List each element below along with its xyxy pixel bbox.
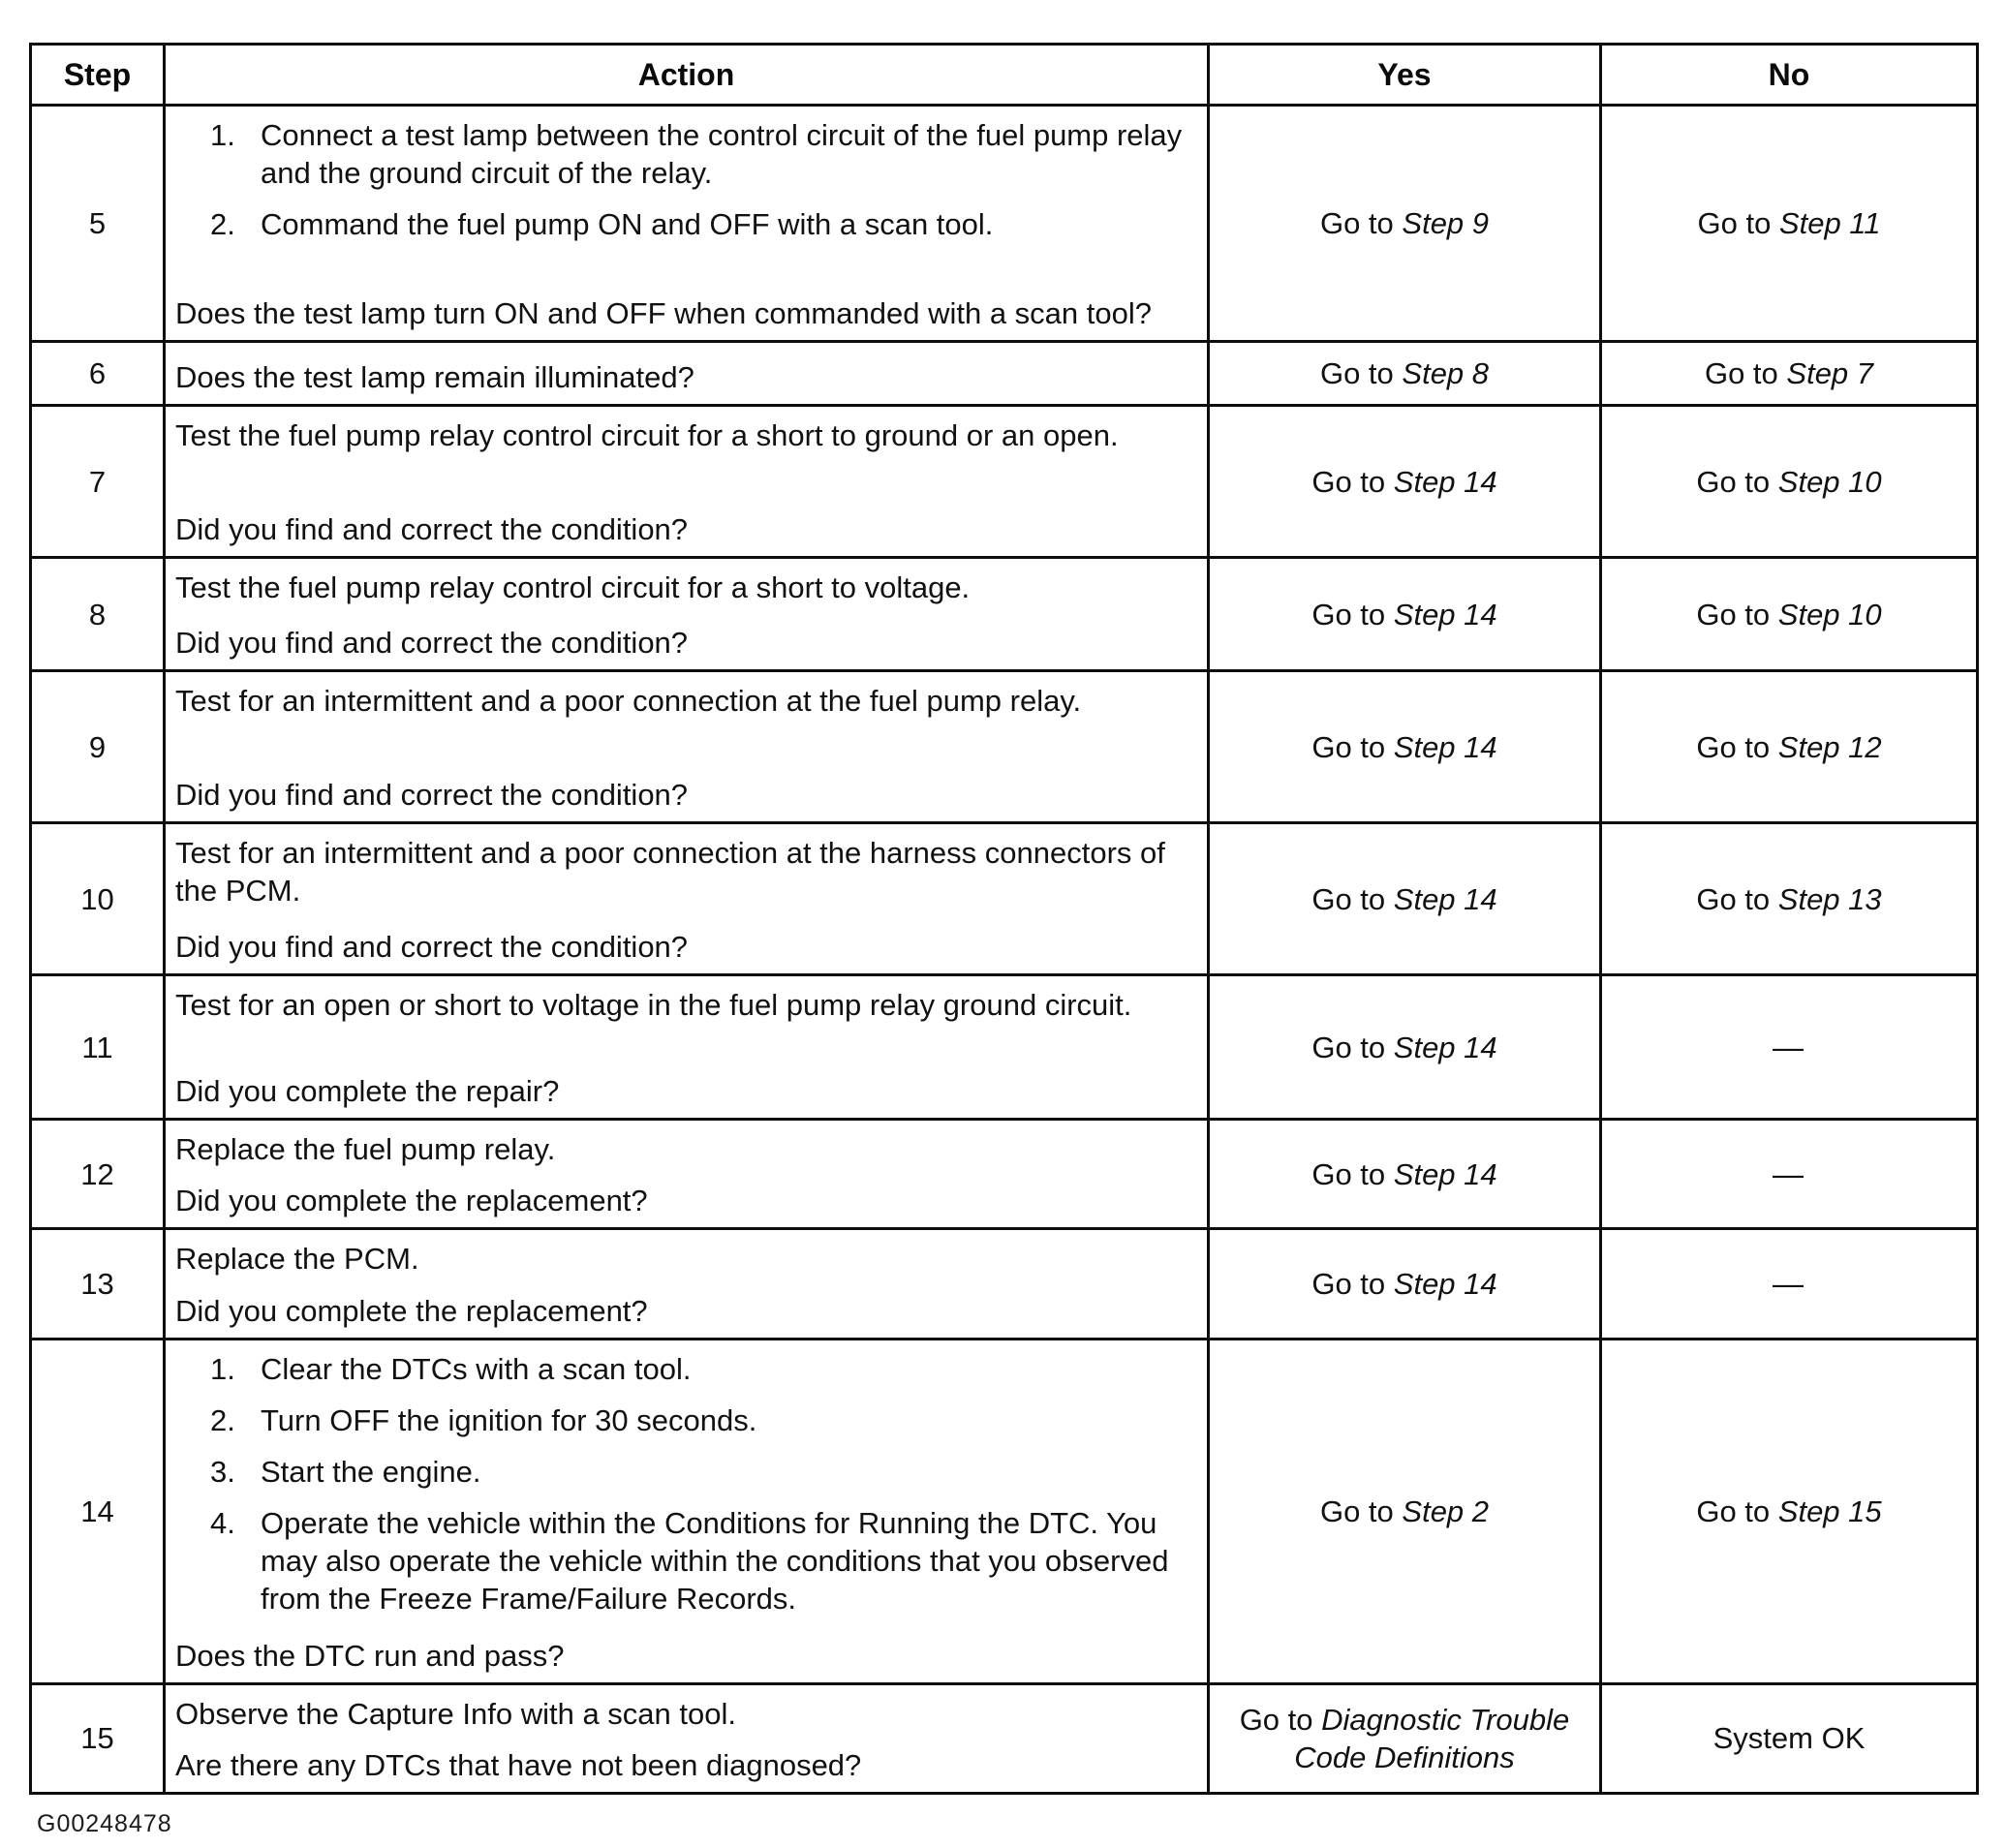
goto-prefix: Go to — [1311, 1156, 1394, 1191]
goto-target: Step 8 — [1402, 356, 1490, 391]
list-text: Start the engine. — [261, 1454, 481, 1489]
list-text: Command the fuel pump ON and OFF with a scan tool. — [261, 207, 994, 242]
goto-prefix: Go to — [1704, 356, 1787, 391]
step-number: 11 — [31, 975, 165, 1120]
no-value — [1619, 463, 1959, 501]
yes-cell — [1209, 1229, 1601, 1339]
goto-prefix: Go to — [1311, 597, 1394, 631]
goto-prefix: Go to — [1319, 1494, 1403, 1528]
action-cell — [165, 671, 1209, 823]
step-number: 8 — [31, 558, 165, 671]
list-text: Connect a test lamp between the control circuit of the fuel pump relay and the ground circuit of the relay. — [261, 118, 1183, 191]
table-row — [31, 671, 1978, 823]
no-cell — [1601, 558, 1978, 671]
action-list-item — [210, 1504, 1197, 1617]
action-text: Test for an open or short to voltage in the fuel pump relay ground circuit. — [175, 988, 1132, 1023]
table-row — [31, 1120, 1978, 1229]
no-cell — [1601, 1120, 1978, 1229]
yes-value — [1234, 1265, 1575, 1303]
action-text: Replace the PCM. — [175, 1242, 419, 1277]
no-value — [1619, 596, 1959, 633]
no-cell — [1601, 342, 1978, 406]
table-row — [31, 342, 1978, 406]
action-question: Does the test lamp remain illuminated? — [175, 360, 694, 395]
header-yes: Yes — [1209, 45, 1601, 106]
list-number: 1. — [210, 118, 235, 153]
no-cell — [1601, 1339, 1978, 1683]
action-question: Did you find and correct the condition? — [175, 626, 689, 661]
action-list-item — [210, 1350, 1197, 1388]
yes-cell — [1209, 106, 1601, 342]
action-text: Test for an intermittent and a poor connection at the harness connectors of the PCM. — [175, 836, 1165, 909]
no-value — [1619, 1264, 1959, 1303]
no-value — [1619, 1493, 1959, 1530]
table-row — [31, 1683, 1978, 1793]
no-value — [1619, 1719, 1959, 1757]
goto-target: Step 15 — [1777, 1494, 1882, 1528]
yes-cell — [1209, 1339, 1601, 1683]
action-cell — [165, 558, 1209, 671]
action-question: Does the test lamp turn ON and OFF when commanded with a scan tool? — [175, 296, 1152, 331]
action-list-item — [210, 1453, 1197, 1491]
goto-target: Step 14 — [1393, 1030, 1497, 1064]
goto-target: Step 12 — [1777, 729, 1882, 764]
yes-cell — [1209, 1120, 1601, 1229]
action-list-item — [210, 205, 1197, 243]
goto-prefix: Go to — [1696, 1494, 1778, 1528]
header-no: No — [1601, 45, 1978, 106]
action-cell — [165, 1229, 1209, 1339]
header-row — [31, 45, 1978, 106]
goto-target: Step 14 — [1393, 597, 1497, 631]
table-row — [31, 1339, 1978, 1683]
figure-id: G00248478 — [37, 1809, 172, 1837]
yes-cell — [1209, 406, 1601, 558]
action-list-item — [210, 116, 1197, 192]
list-number: 2. — [210, 1402, 235, 1437]
action-cell — [165, 342, 1209, 406]
list-number: 1. — [210, 1351, 235, 1386]
step-number: 7 — [31, 406, 165, 558]
no-action-dash: — — [1773, 1156, 1805, 1192]
yes-cell — [1209, 1683, 1601, 1793]
action-cell — [165, 1683, 1209, 1793]
yes-value — [1234, 1155, 1575, 1193]
action-cell — [165, 1120, 1209, 1229]
action-text: Test for an intermittent and a poor connection at the fuel pump relay. — [175, 684, 1082, 719]
header-action: Action — [165, 45, 1209, 106]
step-number: 15 — [31, 1683, 165, 1793]
table-row — [31, 558, 1978, 671]
step-number: 12 — [31, 1120, 165, 1229]
yes-cell — [1209, 342, 1601, 406]
yes-value — [1234, 728, 1575, 766]
goto-prefix: Go to — [1239, 1702, 1322, 1737]
goto-prefix: Go to — [1311, 1266, 1394, 1301]
goto-prefix: Go to — [1696, 597, 1778, 631]
list-text: Turn OFF the ignition for 30 seconds. — [261, 1402, 757, 1437]
yes-value — [1234, 596, 1575, 633]
no-cell — [1601, 823, 1978, 975]
step-number: 6 — [31, 342, 165, 406]
goto-prefix: Go to — [1311, 729, 1394, 764]
no-action-dash: — — [1773, 1266, 1805, 1302]
no-cell — [1601, 975, 1978, 1120]
no-value — [1619, 728, 1959, 766]
action-cell — [165, 975, 1209, 1120]
no-cell — [1601, 671, 1978, 823]
table-row — [31, 975, 1978, 1120]
goto-target: Step 10 — [1777, 464, 1882, 499]
table-row — [31, 1229, 1978, 1339]
action-cell — [165, 406, 1209, 558]
table-body — [31, 106, 1978, 1794]
goto-prefix: Go to — [1696, 464, 1778, 499]
yes-cell — [1209, 975, 1601, 1120]
table-row — [31, 823, 1978, 975]
action-text: Observe the Capture Info with a scan tool. — [175, 1696, 736, 1731]
action-cell — [165, 1339, 1209, 1683]
action-text: Replace the fuel pump relay. — [175, 1132, 556, 1167]
no-value — [1619, 1028, 1959, 1066]
step-number: 10 — [31, 823, 165, 975]
goto-prefix: Go to — [1696, 729, 1778, 764]
list-number: 2. — [210, 207, 235, 242]
no-cell — [1601, 1229, 1978, 1339]
goto-target: Step 13 — [1777, 881, 1882, 916]
table-row — [31, 106, 1978, 342]
goto-target: Step 10 — [1777, 597, 1882, 631]
yes-value — [1234, 354, 1575, 392]
step-number: 5 — [31, 106, 165, 342]
goto-prefix: Go to — [1696, 881, 1778, 916]
goto-target: Step 14 — [1393, 1266, 1497, 1301]
yes-cell — [1209, 671, 1601, 823]
action-question: Did you find and correct the condition? — [175, 930, 689, 965]
goto-prefix: Go to — [1311, 881, 1394, 916]
goto-prefix: Go to — [1311, 464, 1394, 499]
yes-value — [1234, 204, 1575, 242]
yes-value — [1234, 1493, 1575, 1530]
action-question: Did you find and correct the condition? — [175, 778, 689, 813]
action-cell — [165, 106, 1209, 342]
no-value — [1619, 1155, 1959, 1193]
goto-target: Step 11 — [1778, 206, 1881, 241]
yes-cell — [1209, 823, 1601, 975]
goto-target: Step 7 — [1786, 356, 1874, 391]
no-cell — [1601, 106, 1978, 342]
action-list-item — [210, 1401, 1197, 1439]
no-value — [1619, 354, 1959, 392]
goto-target: Step 14 — [1393, 464, 1497, 499]
diagnostic-table — [29, 43, 1979, 1795]
no-value — [1619, 204, 1959, 242]
action-question: Did you complete the replacement? — [175, 1184, 648, 1218]
result-text: System OK — [1712, 1721, 1866, 1756]
step-number: 13 — [31, 1229, 165, 1339]
header-step: Step — [31, 45, 165, 106]
goto-prefix: Go to — [1697, 206, 1779, 241]
action-question: Did you complete the replacement? — [175, 1293, 648, 1328]
action-cell — [165, 823, 1209, 975]
yes-value — [1234, 1029, 1575, 1066]
action-question: Did you find and correct the condition? — [175, 512, 689, 547]
table-row — [31, 406, 1978, 558]
list-number: 4. — [210, 1505, 235, 1540]
action-question: Are there any DTCs that have not been diagnosed? — [175, 1747, 862, 1782]
goto-target: Step 14 — [1393, 729, 1497, 764]
action-question: Did you complete the repair? — [175, 1074, 560, 1109]
action-text: Test the fuel pump relay control circuit for a short to ground or an open. — [175, 418, 1119, 453]
goto-target: Step 14 — [1393, 881, 1497, 916]
goto-target: Diagnostic Trouble Code Definitions — [1294, 1702, 1570, 1774]
goto-prefix: Go to — [1319, 206, 1403, 241]
no-action-dash: — — [1773, 1030, 1805, 1065]
no-cell — [1601, 1683, 1978, 1793]
goto-prefix: Go to — [1311, 1030, 1394, 1064]
list-text: Clear the DTCs with a scan tool. — [261, 1351, 692, 1386]
yes-value — [1234, 463, 1575, 501]
goto-target: Step 14 — [1393, 1156, 1497, 1191]
no-value — [1619, 880, 1959, 918]
goto-prefix: Go to — [1319, 356, 1403, 391]
action-text: Test the fuel pump relay control circuit for a short to voltage. — [175, 570, 971, 605]
step-number: 9 — [31, 671, 165, 823]
list-text: Operate the vehicle within the Conditions for Running the DTC. You may also operate the vehicle within the conditions that you observed from the Freeze Frame/Failure Records. — [261, 1505, 1169, 1616]
yes-cell — [1209, 558, 1601, 671]
yes-value — [1234, 880, 1575, 918]
list-number: 3. — [210, 1454, 235, 1489]
yes-value — [1234, 1701, 1575, 1776]
action-question: Does the DTC run and pass? — [175, 1638, 565, 1673]
no-cell — [1601, 406, 1978, 558]
goto-target: Step 9 — [1402, 206, 1490, 241]
step-number: 14 — [31, 1339, 165, 1683]
goto-target: Step 2 — [1402, 1494, 1490, 1528]
